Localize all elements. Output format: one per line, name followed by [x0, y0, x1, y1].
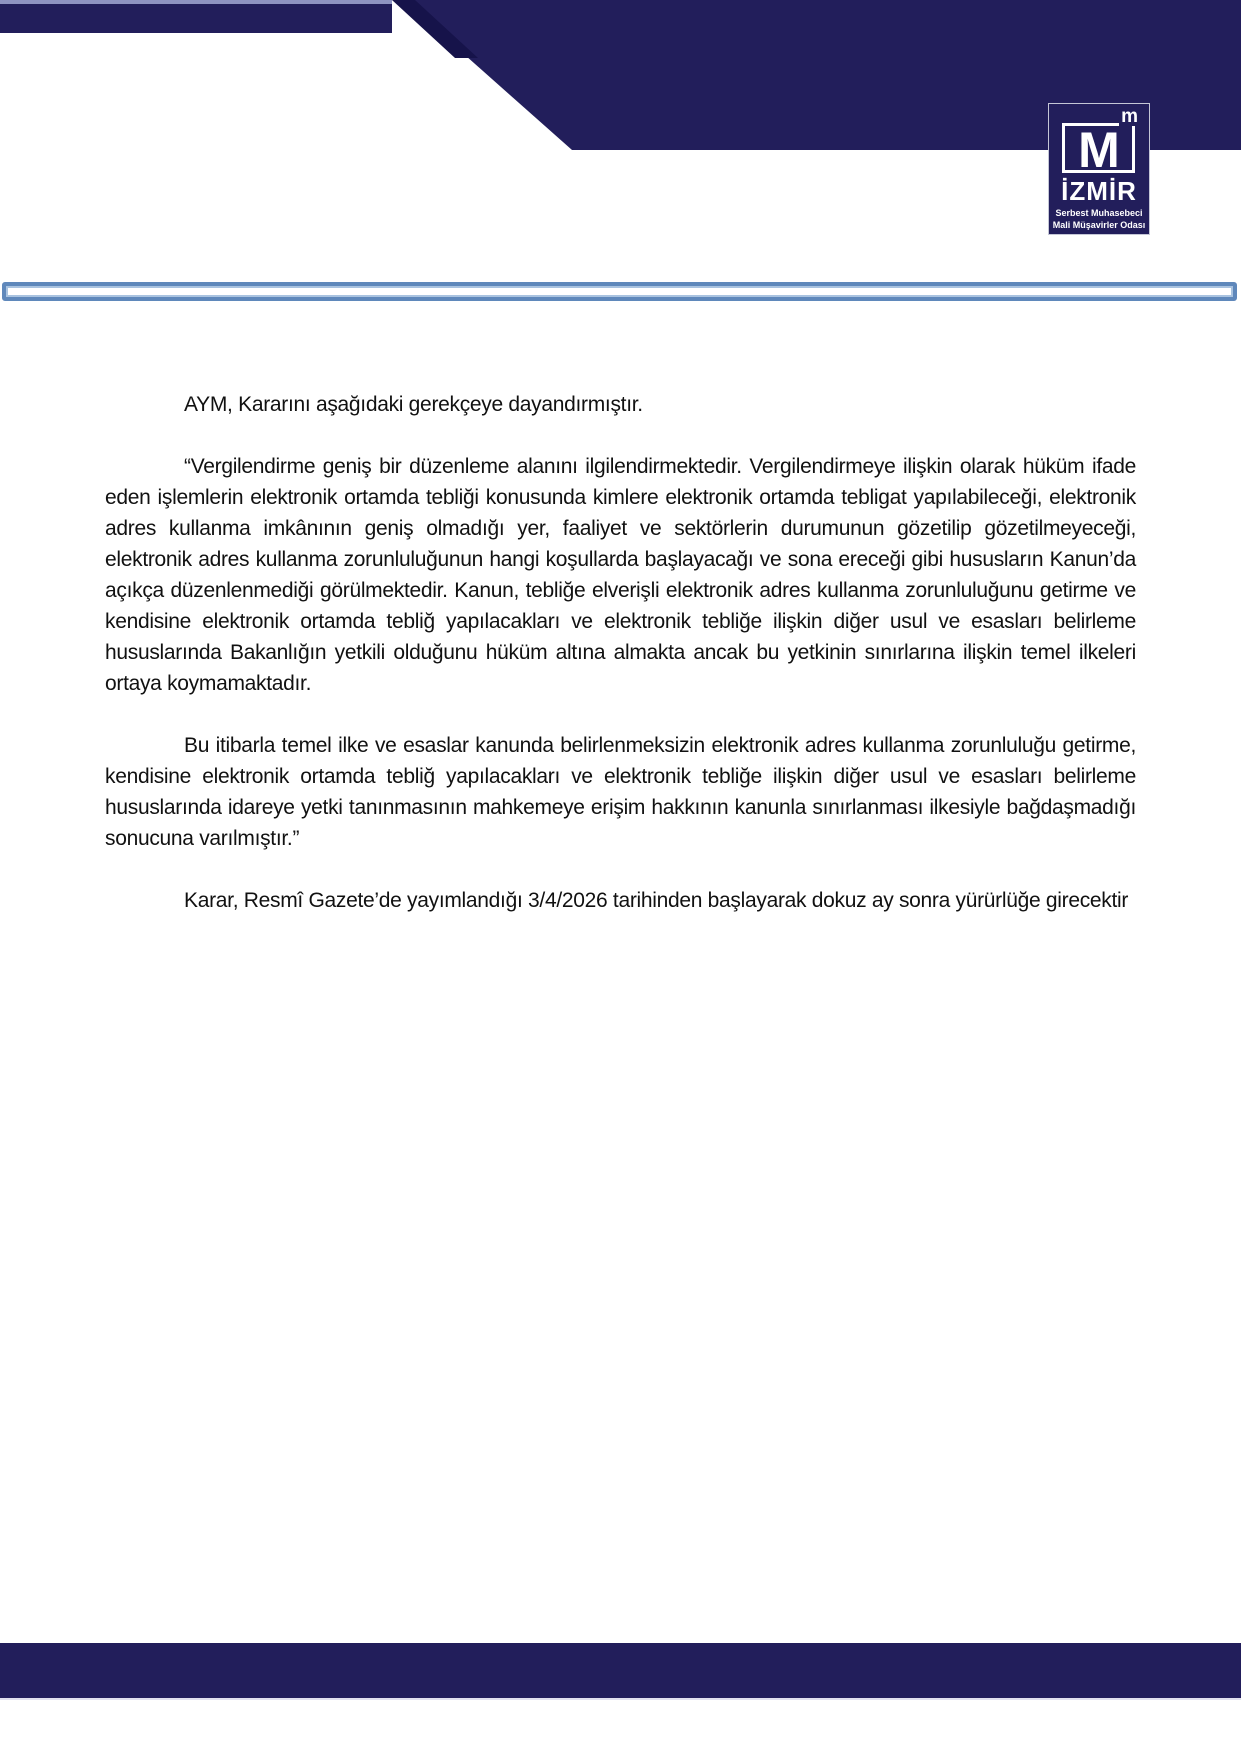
logo-letter-m-small: m	[1121, 106, 1138, 127]
logo-city-name: İZMİR	[1061, 176, 1137, 206]
document-body	[105, 389, 1136, 947]
header-left-bar	[0, 0, 392, 33]
logo-subtitle-line1: Serbest Muhasebeci	[1055, 208, 1143, 218]
paragraph-intro: AYM, Kararını aşağıdaki gerekçeye dayandırmıştır.	[184, 393, 643, 416]
izmir-smmmo-logo	[1048, 103, 1150, 235]
paragraph-effective-date: Karar, Resmî Gazete’de yayımlandığı 3/4/2026 tarihinden başlayarak dokuz ay sonra yürürlüğe girecektir	[184, 889, 1129, 912]
paragraph-quote-part1: “Vergilendirme geniş bir düzenleme alanını ilgilendirmektedir. Vergilendirmeye ilişkin olarak hüküm ifade eden işlemlerin elektronik ortamda tebliği konusunda kimlere elektronik ortamda tebligat yapılabileceği, elektronik adres kullanma imkânının geniş olmadığı yer, faaliyet ve sektörlerin durumunun gözetilip gözetilmeyeceği, elektronik adres kullanma zorunluluğunun hangi koşullarda başlayacağı ve sona ereceği gibi hususların Kanun’da açıkça düzenlenmediği görülmektedir. Kanun, tebliğe elverişli elektronik adres kullanma zorunluluğunu getirme ve kendisine elektronik ortamda tebliğ yapılacakları ve elektronik tebliğe ilişkin diğer usul ve esasları belirleme hususlarında Bakanlığın yetkili olduğunu hüküm altına almakta ancak bu yetkinin sınırlarına ilişkin temel ilkeleri ortaya koymamaktadır.	[105, 455, 1136, 695]
paragraph-quote-part2: Bu itibarla temel ilke ve esaslar kanunda belirlenmeksizin elektronik adres kullanma zorunluluğu getirme, kendisine elektronik ortamda tebliğ yapılacakları ve elektronik tebliğe ilişkin diğer usul ve esasları belirleme hususlarında idareye yetki tanınmasının mahkemeye erişim hakkının kanunla sınırlanması ilkesiyle bağdaşmadığı sonucuna varılmıştır.”	[105, 734, 1136, 850]
logo-letter-m-large: M	[1078, 122, 1119, 178]
logo-subtitle-line2: Mali Müşavirler Odası	[1052, 220, 1146, 230]
page-footer-band	[0, 1643, 1241, 1700]
header-left-bar-highlight	[0, 0, 392, 4]
logo-m-box	[1062, 122, 1135, 178]
header-divider-bar	[2, 282, 1237, 301]
